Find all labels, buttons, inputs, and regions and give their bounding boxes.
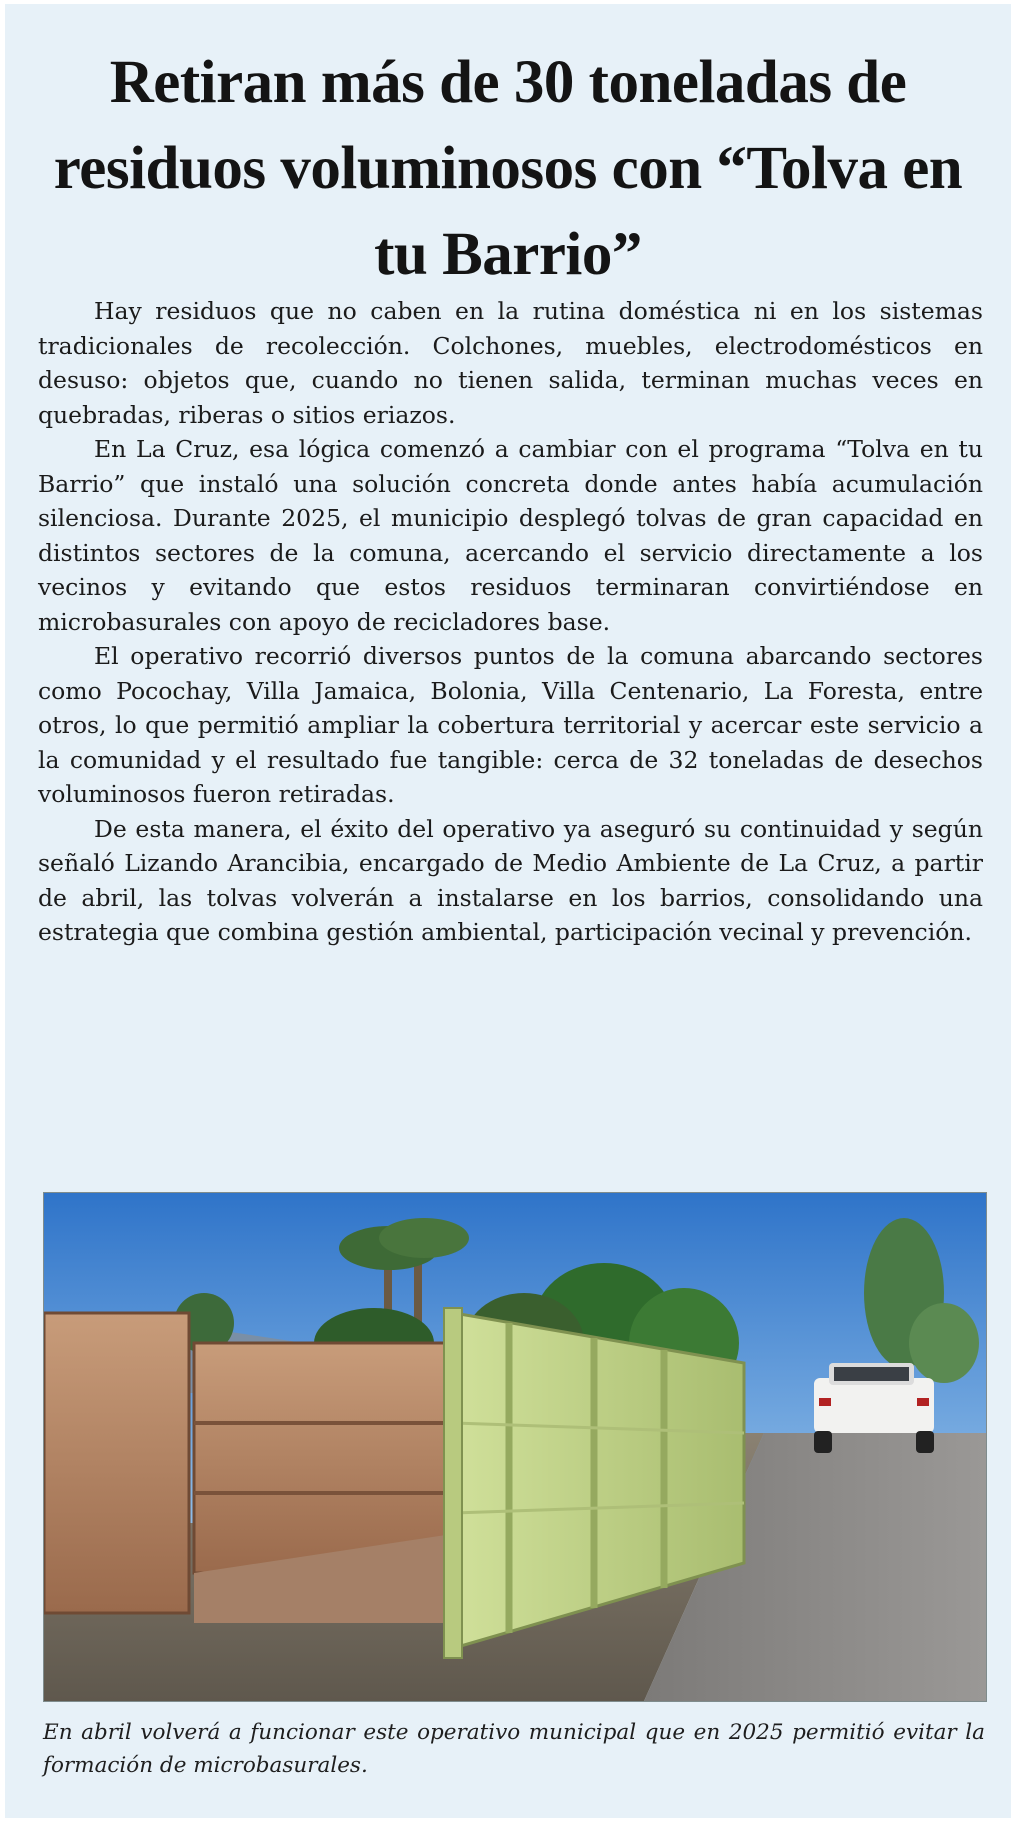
article-photo: [43, 1192, 987, 1702]
article-body: [38, 294, 983, 950]
photo-illustration: [44, 1193, 986, 1701]
headline: Retiran más de 30 toneladas de residuos voluminosos con “Tolva en tu Barrio”: [53, 49, 963, 288]
rust-container: [44, 1313, 459, 1623]
article-paragraph: En La Cruz, esa lógica comenzó a cambiar con el programa “Tolva en tu Barrio” que instaló una solución concreta donde antes había acumulación silenciosa. Durante 2025, el municipio desplegó tolvas de gran capacidad en distintos sectores de la comuna, acercando el servicio directamente a los vecinos y evitando que estos residuos terminaran convirtiéndose en microbasurales con apoyo de recicladores base.: [38, 435, 983, 636]
article-paragraph: Hay residuos que no caben en la rutina doméstica ni en los sistemas tradicionales de recolección. Colchones, muebles, electrodomésticos en desuso: objetos que, cuando no tienen salida, terminan muchas veces en quebradas, riberas o sitios eriazos.: [38, 297, 983, 429]
photo-caption: En abril volverá a funcionar este operativo municipal que en 2025 permitió evitar la formación de microbasurales.: [43, 1720, 985, 1778]
article-paragraph: El operativo recorrió diversos puntos de la comuna abarcando sectores como Pocochay, Villa Jamaica, Bolonia, Villa Centenario, La Foresta, entre otros, lo que permitió ampliar la cobertura territorial y acercar este servicio a la comunidad y el resultado fue tangible: cerca de 32 toneladas de desechos voluminosos fueron retiradas.: [38, 642, 983, 808]
newspaper-clipping: [5, 4, 1011, 1818]
article-paragraph: De esta manera, el éxito del operativo ya aseguró su continuidad y según señaló Lizando Arancibia, encargado de Medio Ambiente de La Cruz, a partir de abril, las tolvas volverán a instalarse en los barrios, consolidando una estrategia que combina gestión ambiental, participación vecinal y prevención.: [38, 814, 983, 946]
